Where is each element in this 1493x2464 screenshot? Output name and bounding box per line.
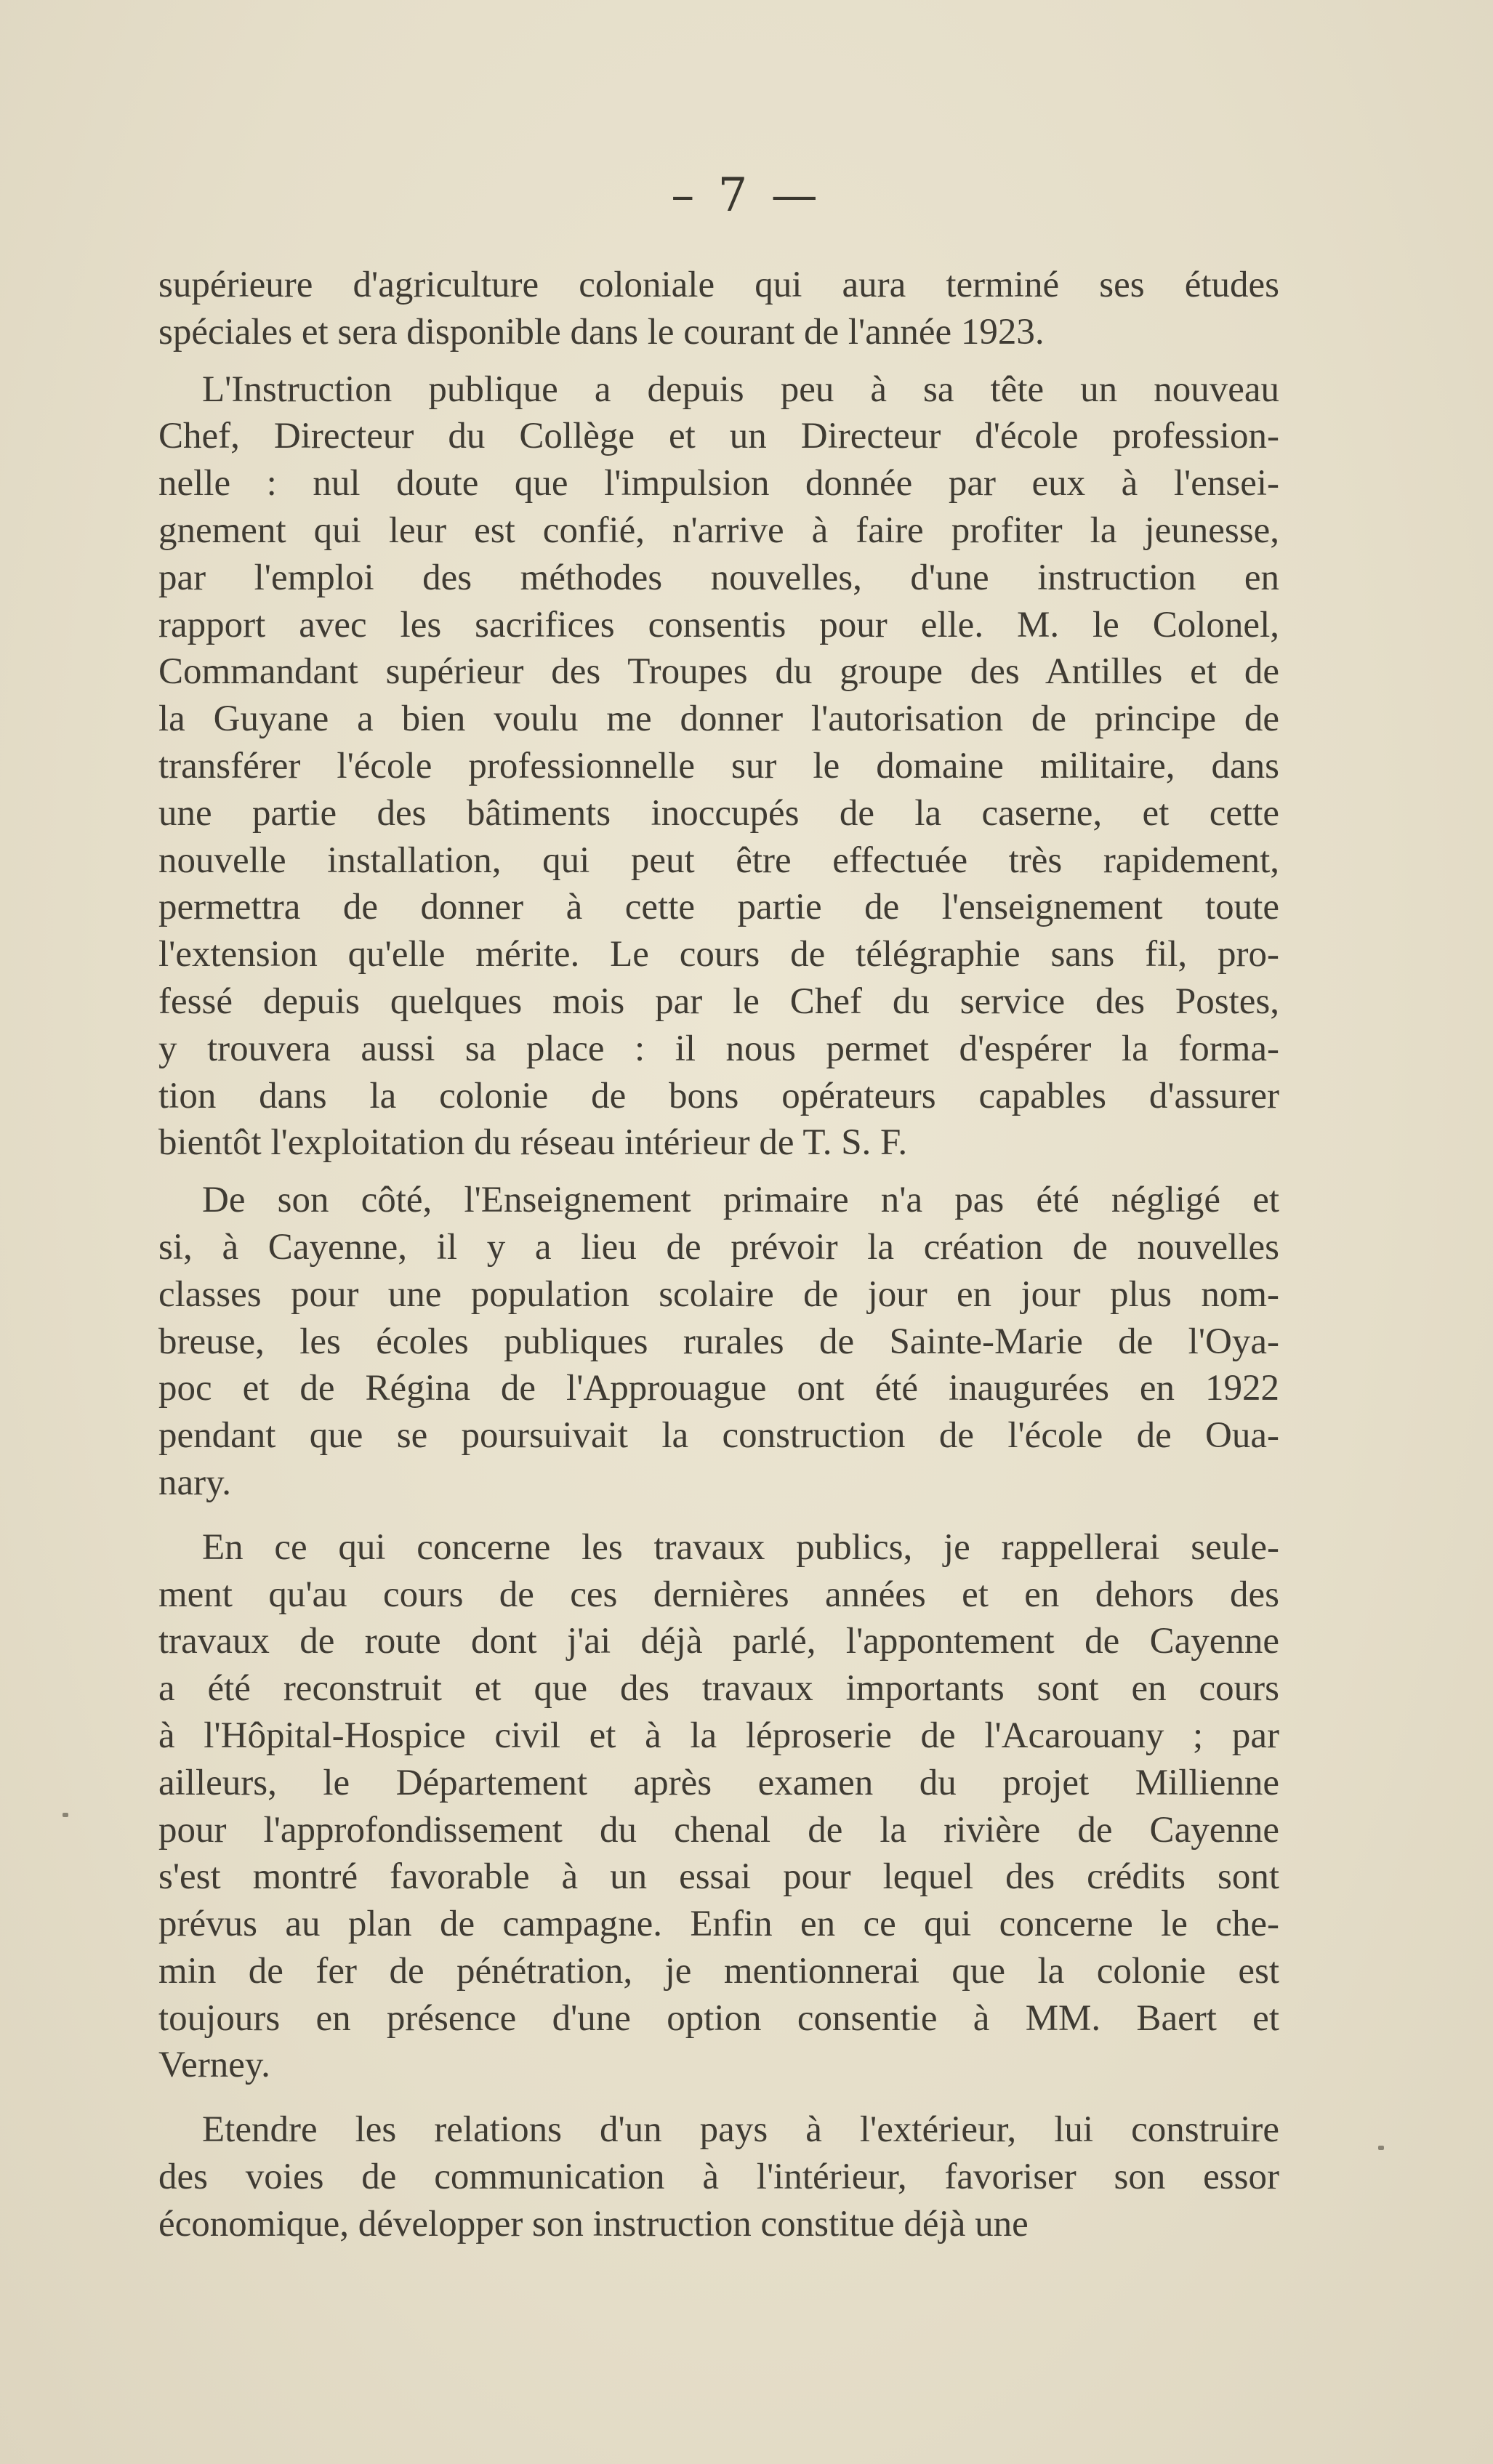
text-line: s'est montré favorable à un essai pour lequel des crédits sont bbox=[158, 1856, 1279, 1898]
text-line: prévus au plan de campagne. Enfin en ce qui concerne le che- bbox=[158, 1904, 1279, 1945]
text-line: à l'Hôpital-Hospice civil et à la léproserie de l'Acarouany ; par bbox=[158, 1715, 1279, 1756]
paragraph bbox=[158, 1177, 1279, 1507]
text-line: gnement qui leur est confié, n'arrive à faire profiter la jeunesse, bbox=[158, 510, 1279, 551]
text-line: ment qu'au cours de ces dernières années et en dehors des bbox=[158, 1574, 1279, 1615]
body-text bbox=[158, 262, 1279, 2248]
text-line: breuse, les écoles publiques rurales de Sainte-Marie de l'Oya- bbox=[158, 1321, 1279, 1362]
text-line: une partie des bâtiments inoccupés de la caserne, et cette bbox=[158, 792, 1279, 834]
paragraph-gap bbox=[158, 1507, 1279, 1524]
ink-speck bbox=[1378, 2146, 1384, 2150]
text-line: spéciales et sera disponible dans le courant de l'année 1923. bbox=[158, 311, 1045, 353]
text-line: si, à Cayenne, il y a lieu de prévoir la création de nouvelles bbox=[158, 1226, 1279, 1268]
text-line: classes pour une population scolaire de jour en jour plus nom- bbox=[158, 1273, 1279, 1315]
text-line: rapport avec les sacrifices consentis pour elle. M. le Colonel, bbox=[158, 604, 1279, 645]
text-line: De son côté, l'Enseignement primaire n'a pas été négligé et bbox=[202, 1180, 1279, 1221]
text-line: permettra de donner à cette partie de l'enseignement toute bbox=[158, 887, 1279, 928]
text-line: des voies de communication à l'intérieur, favoriser son essor bbox=[158, 2157, 1279, 2198]
text-line: poc et de Régina de l'Approuague ont été inaugurées en 1922 bbox=[158, 1368, 1279, 1409]
text-line: travaux de route dont j'ai déjà parlé, l'appontement de Cayenne bbox=[158, 1621, 1279, 1662]
text-line: par l'emploi des méthodes nouvelles, d'une instruction en bbox=[158, 557, 1279, 598]
text-line: l'extension qu'elle mérite. Le cours de télégraphie sans fil, pro- bbox=[158, 934, 1279, 975]
text-line: fessé depuis quelques mois par le Chef du service des Postes, bbox=[158, 981, 1279, 1022]
paragraph-gap bbox=[158, 356, 1279, 366]
text-line: supérieure d'agriculture coloniale qui aura terminé ses études bbox=[158, 265, 1279, 305]
text-line: transférer l'école professionnelle sur le domaine militaire, dans bbox=[158, 745, 1279, 786]
text-line: y trouvera aussi sa place : il nous permet d'espérer la forma- bbox=[158, 1028, 1279, 1069]
text-line: nelle : nul doute que l'impulsion donnée par eux à l'ensei- bbox=[158, 463, 1279, 504]
text-line: économique, développer son instruction constitue déjà une bbox=[158, 2203, 1029, 2244]
text-line: ailleurs, le Département après examen du projet Millienne bbox=[158, 1762, 1279, 1803]
text-line: L'Instruction publique a depuis peu à sa tête un nouveau bbox=[202, 369, 1279, 410]
text-line: En ce qui concerne les travaux publics, je rappellerai seule- bbox=[202, 1526, 1279, 1568]
text-line: pour l'approfondissement du chenal de la rivière de Cayenne bbox=[158, 1809, 1279, 1851]
text-line: Commandant supérieur des Troupes du groupe des Antilles et de bbox=[158, 651, 1279, 693]
text-line: Chef, Directeur du Collège et un Directeur d'école profession- bbox=[158, 416, 1279, 457]
text-line: Verney. bbox=[158, 2045, 270, 2086]
text-line: Etendre les relations d'un pays à l'extérieur, lui construire bbox=[202, 2109, 1279, 2151]
text-line: a été reconstruit et que des travaux importants sont en cours bbox=[158, 1668, 1279, 1710]
paragraph bbox=[158, 1524, 1279, 2090]
page-number: – 7 — bbox=[671, 169, 822, 222]
text-line: la Guyane a bien voulu me donner l'autorisation de principe de bbox=[158, 698, 1279, 740]
text-line: min de fer de pénétration, je mentionnerai que la colonie est bbox=[158, 1950, 1279, 1992]
text-line: nouvelle installation, qui peut être effectuée très rapidement, bbox=[158, 840, 1279, 881]
ink-speck bbox=[63, 1813, 68, 1817]
paragraph bbox=[158, 262, 1279, 356]
text-line: tion dans la colonie de bons opérateurs capables d'assurer bbox=[158, 1075, 1279, 1116]
text-line: bientôt l'exploitation du réseau intérieur de T. S. F. bbox=[158, 1122, 908, 1164]
text-line: nary. bbox=[158, 1462, 232, 1503]
paragraph-gap bbox=[158, 2089, 1279, 2106]
text-line: pendant que se poursuivait la construction de l'école de Oua- bbox=[158, 1415, 1279, 1457]
paragraph-gap bbox=[158, 1167, 1279, 1177]
paragraph bbox=[158, 366, 1279, 1167]
text-line: toujours en présence d'une option consentie à MM. Baert et bbox=[158, 1997, 1279, 2039]
paragraph bbox=[158, 2106, 1279, 2247]
